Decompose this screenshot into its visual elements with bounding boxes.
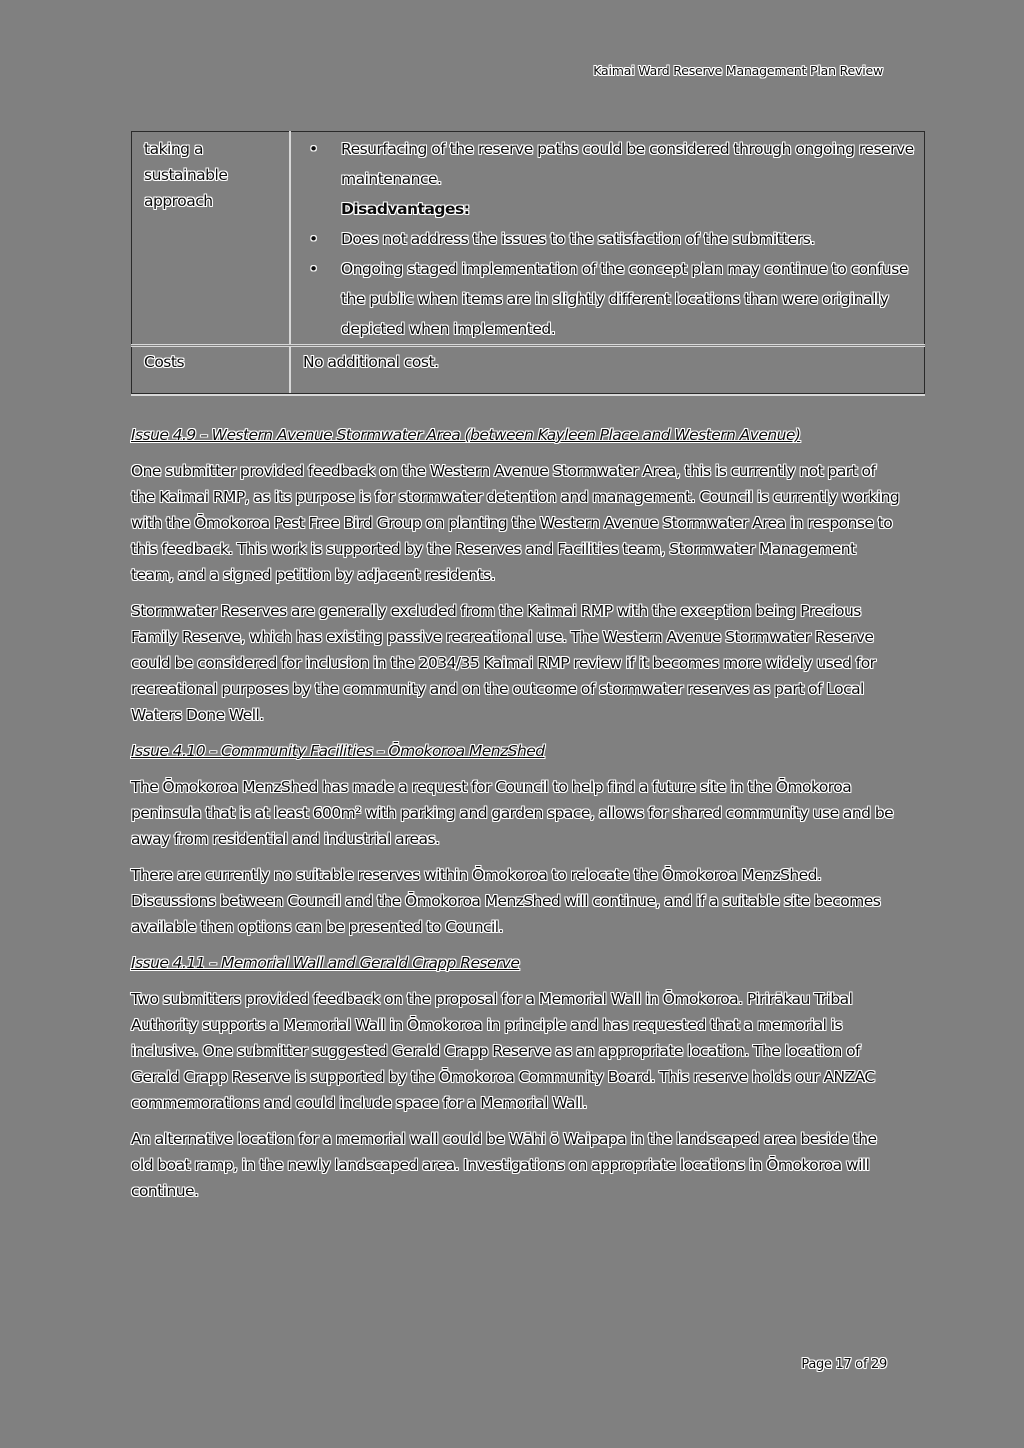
bullet-icon: • — [309, 260, 318, 278]
advantages-list — [303, 134, 914, 194]
disadvantages-list — [303, 224, 914, 344]
issue-section-4-11 — [131, 950, 901, 1204]
paragraph: Two submitters provided feedback on the proposal for a Memorial Wall in Ōmokoroa. Pirirākau Tribal Authority supports a Memorial Wall in Ōmokoroa in principle and has requested that a memorial is inclusive. One submitter suggested Gerald Crapp Reserve as an appropriate location. The location of Gerald Crapp Reserve is supported by the Ōmokoroa Community Board. This reserve holds our ANZAC commemorations and could include space for a Memorial Wall. — [131, 990, 875, 1112]
paragraph: The Ōmokoroa MenzShed has made a request for Council to help find a future site in the Ōmokoroa peninsula that is at least 600m² with parking and garden space, allows for shared community use and be away from residential and industrial areas. — [131, 778, 894, 848]
paragraph: There are currently no suitable reserves within Ōmokoroa to relocate the Ōmokoroa MenzShed. Discussions between Council and the Ōmokoroa MenzShed will continue, and if a suitable site becomes available then options can be presented to Council. — [131, 866, 881, 936]
body-content — [131, 422, 901, 1214]
table-row-sustainable-approach — [132, 132, 925, 346]
list-item — [303, 134, 914, 194]
paragraph: Stormwater Reserves are generally excluded from the Kaimai RMP with the exception being Precious Family Reserve, which has existing passive recreational use. The Western Avenue Stormwater Reserve could be considered for inclusion in the 2034/35 Kaimai RMP review if it becomes more widely used for recreational purposes by the community and on the outcome of stormwater reserves as part of Local Waters Done Well. — [131, 602, 876, 724]
table-row-costs — [132, 346, 925, 394]
list-item-text: Does not address the issues to the satisfaction of the submitters. — [341, 230, 815, 248]
issue-section-4-9 — [131, 422, 901, 728]
row-content-cell — [290, 132, 925, 346]
issue-heading: Issue 4.10 – Community Facilities – Ōmokoroa MenzShed — [131, 742, 545, 760]
costs-value-cell: No additional cost. — [290, 346, 925, 394]
options-table-grid — [131, 131, 925, 393]
list-item — [303, 224, 914, 254]
bullet-icon: • — [309, 140, 318, 158]
paragraph: One submitter provided feedback on the Western Avenue Stormwater Area, this is currently not part of the Kaimai RMP, as its purpose is for stormwater detention and management. Council is currently working with the Ōmokoroa Pest Free Bird Group on planting the Western Avenue Stormwater Area in response to this feedback. This work is supported by the Reserves and Facilities team, Stormwater Management team, and a signed petition by adjacent residents. — [131, 462, 900, 584]
issue-heading: Issue 4.9 – Western Avenue Stormwater Area (between Kayleen Place and Western Avenue) — [131, 426, 801, 444]
table-bottom-border — [131, 393, 925, 396]
list-item-text: Ongoing staged implementation of the concept plan may continue to confuse the public when items are in slightly different locations than were originally depicted when implemented. — [341, 260, 908, 338]
row-label-cell: taking a sustainable approach — [132, 132, 291, 346]
issue-heading: Issue 4.11 – Memorial Wall and Gerald Crapp Reserve — [131, 954, 520, 972]
page-number: Page 17 of 29 — [801, 1357, 887, 1372]
costs-label-cell: Costs — [132, 346, 291, 394]
bullet-icon: • — [309, 230, 318, 248]
options-table — [131, 131, 925, 396]
paragraph: An alternative location for a memorial wall could be Wāhi ō Waipapa in the landscaped area beside the old boat ramp, in the newly landscaped area. Investigations on appropriate locations in Ōmokoroa will continue. — [131, 1130, 877, 1200]
issue-section-4-10 — [131, 738, 901, 940]
list-item-text: Resurfacing of the reserve paths could be considered through ongoing reserve maintenance. — [341, 140, 914, 188]
disadvantages-heading: Disadvantages: — [341, 200, 470, 218]
list-item — [303, 254, 914, 344]
running-header: Kaimai Ward Reserve Management Plan Review — [593, 63, 883, 78]
